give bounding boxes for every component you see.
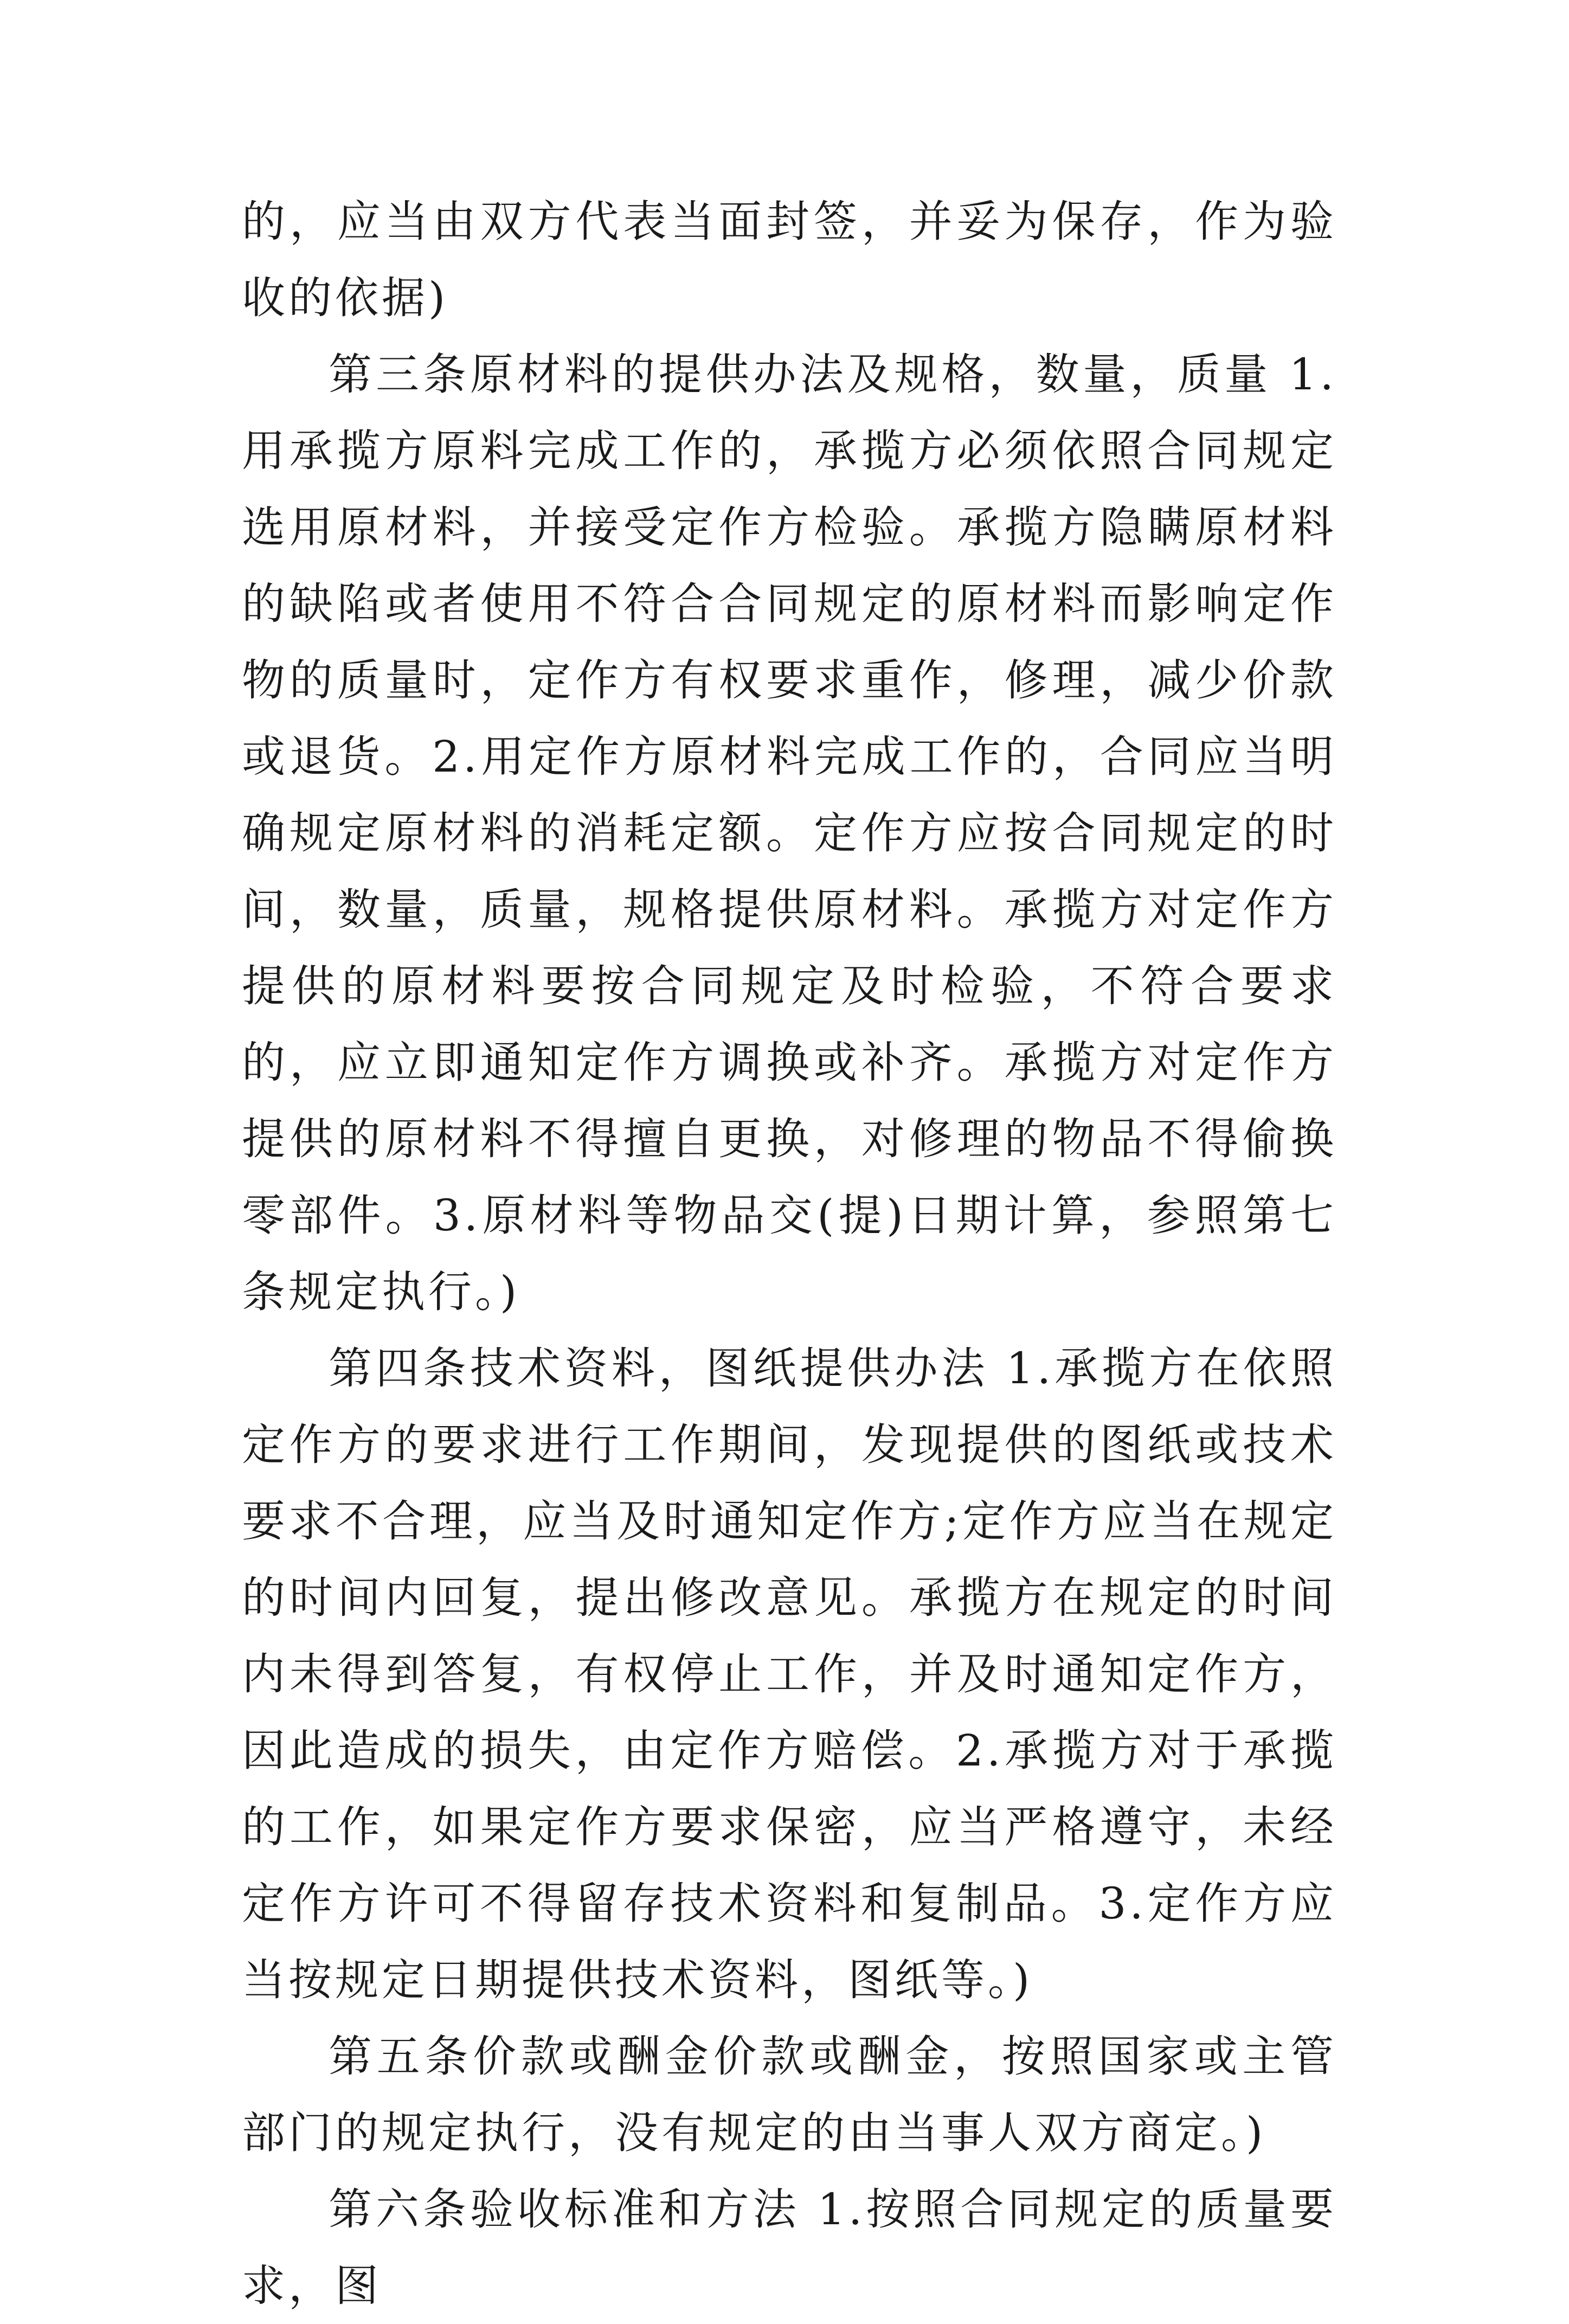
paragraph-article-4: 第四条技术资料，图纸提供办法 1.承揽方在依照定作方的要求进行工作期间，发现提供的图纸或技术要求不合理，应当及时通知定作方;定作方应当在规定的时间内回复，提出修改意见。承揽方在规定的时间内未得到答复，有权停止工作，并及时通知定作方，因此造成的损失，由定作方赔偿。2.承揽方对于承揽的工作，如果定作方要求保密，应当严格遵守，未经定作方许可不得留存技术资料和复制品。3.定作方应当按规定日期提供技术资料，图纸等。) [242,1343,1337,2005]
paragraph-continuation: 的，应当由双方代表当面封签，并妥为保存，作为验收的依据) [242,196,1337,323]
paragraph-article-5: 第五条价款或酬金价款或酬金，按照国家或主管部门的规定执行，没有规定的由当事人双方商定。) [242,2031,1337,2158]
paragraph-article-6: 第六条验收标准和方法 1.按照合同规定的质量要求，图 [242,2184,1337,2311]
paragraph-article-3: 第三条原材料的提供办法及规格，数量，质量 1.用承揽方原料完成工作的，承揽方必须依照合同规定选用原材料，并接受定作方检验。承揽方隐瞒原材料的缺陷或者使用不符合合同规定的原材料而影响定作物的质量时，定作方有权要求重作，修理，减少价款或退货。2.用定作方原材料完成工作的，合同应当明确规定原材料的消耗定额。定作方应按合同规定的时间，数量，质量，规格提供原材料。承揽方对定作方提供的原材料要按合同规定及时检验，不符合要求的，应立即通知定作方调换或补齐。承揽方对定作方提供的原材料不得擅自更换，对修理的物品不得偷换零部件。3.原材料等物品交(提)日期计算，参照第七条规定执行。) [242,349,1337,1317]
document-body [242,183,1337,2324]
